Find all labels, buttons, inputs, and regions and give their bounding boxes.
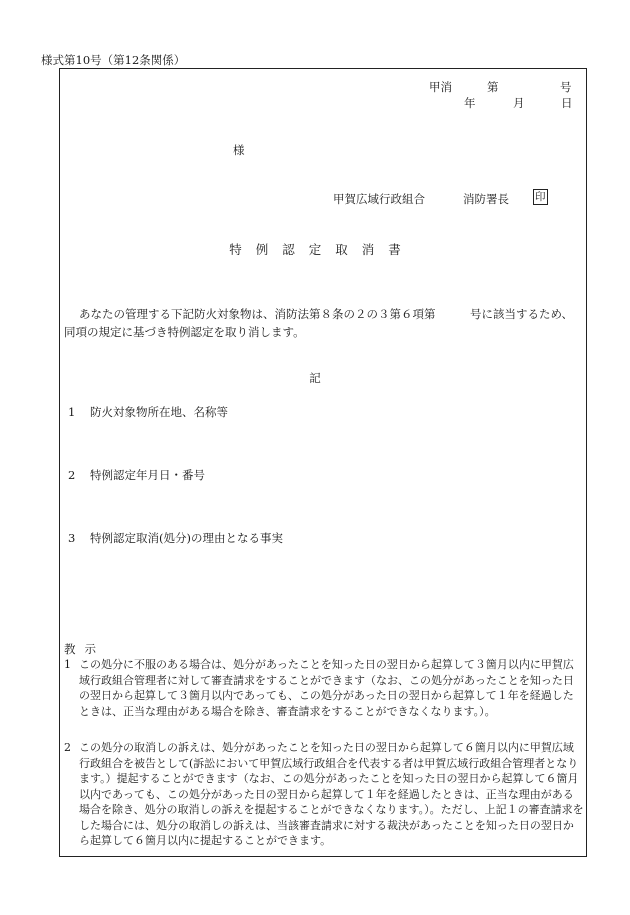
issuer-org: 甲賀広域行政組合 (333, 192, 425, 206)
notice-number: 1 (64, 658, 71, 671)
item-1 (68, 404, 228, 420)
doc-number-go: 号 (560, 80, 572, 94)
seal-mark (533, 189, 548, 205)
item-label: 防火対象物所在地、名称等 (90, 405, 228, 419)
addressee-sama: 様 (233, 143, 245, 157)
ki-heading: 記 (309, 371, 321, 385)
issuer-title: 消防署長 (463, 192, 509, 206)
notice-number: 2 (64, 741, 71, 754)
notice-text: この処分に不服のある場合は、処分があったことを知った日の翌日から起算して３箇月以内に甲賀広域行政組合管理者に対して審査請求をすることができます（なお、この処分があったことを知った日の翌日から起算して３箇月以内であっても、この処分があった日の翌日から起算して１年を経過したときは、正当な理由がある場合を除き、審査請求をすることができなくなります。）。 (79, 658, 574, 718)
document-title: 特例認定取消書 (229, 242, 415, 257)
notice-item-1 (64, 657, 584, 719)
notice-text: この処分の取消しの訴えは、処分があったことを知った日の翌日から起算して６箇月以内に甲賀広域行政組合を被告として(訴訟において甲賀広域行政組合を代表する者は甲賀広域行政組合管理者となります。）提起することができます（なお、この処分があったことを知った日の翌日から起算して６箇月以内であっても、この処分があった日の翌日から起算して１年を経過したときは、正当な理由がある場合を除き、処分の取消しの訴えを提起することができなくなります。）。ただし、上記１の審査請求をした場合には、処分の取消しの訴えは、当該審査請求に対する裁決があったことを知った日の翌日から起算して６箇月以内に提起することができます。 (79, 741, 584, 847)
item-number: 3 (68, 531, 76, 545)
item-2 (68, 467, 205, 483)
date-month: 月 (513, 96, 525, 110)
date-year: 年 (464, 96, 476, 110)
doc-number-dai: 第 (487, 80, 499, 94)
item-number: 2 (68, 468, 76, 482)
notice-heading: 教示 (64, 642, 105, 656)
date-day: 日 (561, 96, 573, 110)
seal-text: 印 (535, 191, 546, 203)
doc-number-prefix: 甲消 (429, 80, 452, 94)
item-number: 1 (68, 405, 76, 419)
item-3 (68, 530, 283, 546)
document-frame (59, 68, 587, 857)
body-text: あなたの管理する下記防火対象物は、消防法第８条の２の３第６項第 号に該当するため、同項の規定に基づき特例認定を取り消します。 (64, 307, 574, 339)
form-label: 様式第10号（第12条関係） (41, 53, 186, 67)
item-label: 特例認定取消(処分)の理由となる事実 (90, 531, 283, 545)
notice-item-2 (64, 740, 584, 849)
item-label: 特例認定年月日・番号 (90, 468, 205, 482)
